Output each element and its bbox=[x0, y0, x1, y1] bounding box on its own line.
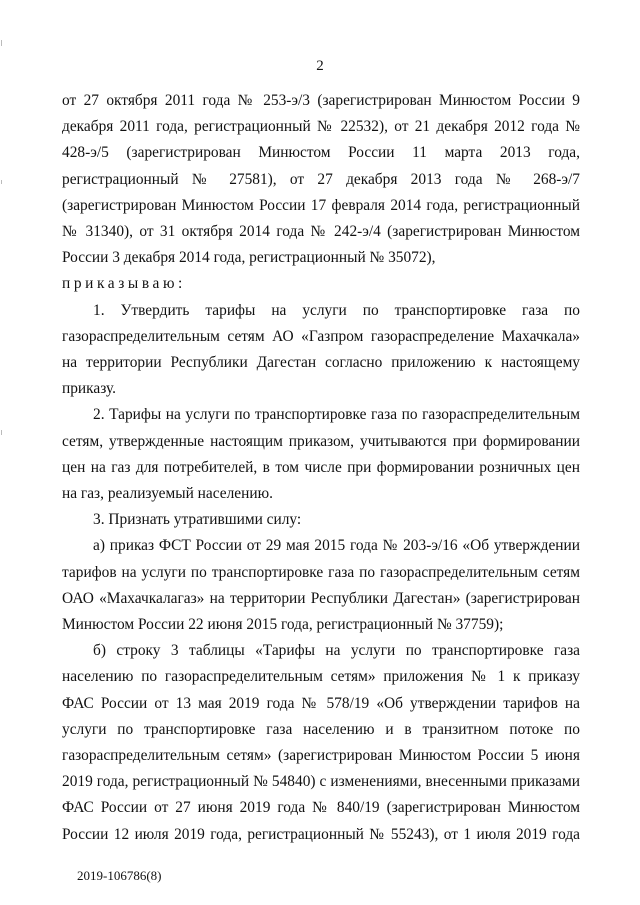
paragraph-item-3b: б) строку 3 таблицы «Тарифы на услуги по транспортировке газа населению по газораспределительным сетям» приложения № 1 к приказу ФАС России от 13 мая 2019 года № 578/19 «Об утверждении тарифов на услуги по транспортировке газа населению и в транзитном потоке по газораспределительным сетям» (зарегистрирован Минюстом России 5 июня 2019 года, регистрационный № 54840) с изменениями, внесенными приказами ФАС России от 27 июня 2019 года № 840/19 (зарегистрирован Минюстом России 12 июля 2019 года, регистрационный № 55243), от 1 июля 2019 года bbox=[62, 642, 580, 843]
paragraph-item-3: 3. Признать утратившими силу: bbox=[93, 511, 302, 529]
paragraph-item-2: 2. Тарифы на услуги по транспортировке газа по газораспределительным сетям, утвержденные настоящим приказом, учитываются при формировании цен на газ для потребителей, в том числе при формировании розничных цен на газ, реализуемый населению. bbox=[62, 406, 580, 503]
scan-edge-mark bbox=[1, 40, 2, 46]
page-number: 2 bbox=[316, 58, 324, 74]
document-footer-id: 2019-106786(8) bbox=[77, 868, 162, 883]
order-word: приказываю: bbox=[62, 275, 186, 293]
paragraph-item-1: 1. Утвердить тарифы на услуги по транспортировке газа по газораспределительным сетям АО «Газпром газораспределение Махачкала» на территории Республики Дагестан согласно приложению к настоящему приказу. bbox=[62, 301, 580, 398]
scan-edge-mark bbox=[1, 180, 2, 184]
paragraph-preamble-continuation: от 27 октября 2011 года № 253-э/3 (зарегистрирован Минюстом России 9 декабря 2011 года, регистрационный № 22532), от 21 декабря 2012 года № 428-э/5 (зарегистрирован Минюстом России 11 марта 2013 года, регистрационный № 27581), от 27 декабря 2013 года № 268-э/7 (зарегистрирован Минюстом России 17 февраля 2014 года, регистрационный № 31340), от 31 октября 2014 года № 242-э/4 (зарегистрирован Минюстом России 3 декабря 2014 года, регистрационный № 35072), bbox=[62, 92, 580, 267]
paragraph-item-3a: а) приказ ФСТ России от 29 мая 2015 года № 203-э/16 «Об утверждении тарифов на услуги по транспортировке газа по газораспределительным сетям ОАО «Махачкалагаз» на территории Республики Дагестан» (зарегистрирован Минюстом России 22 июня 2015 года, регистрационный № 37759); bbox=[62, 537, 580, 634]
document-body bbox=[62, 88, 580, 848]
scan-edge-mark bbox=[1, 430, 2, 435]
